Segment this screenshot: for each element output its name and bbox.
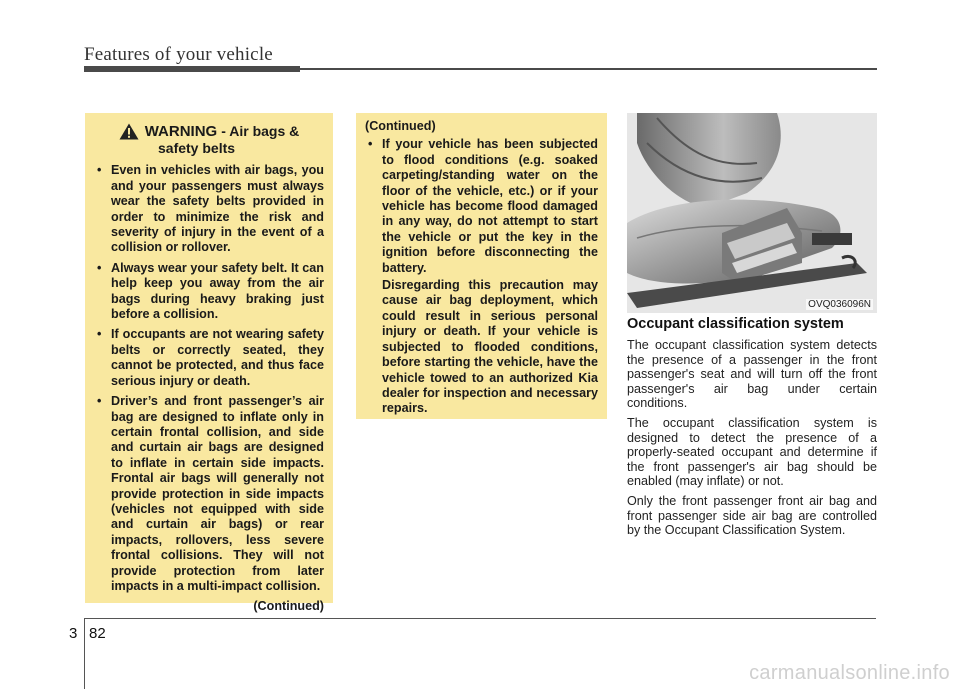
watermark: carmanualsonline.info [749,662,950,684]
seat-sensor-figure [627,113,877,313]
seat-illustration-icon [627,113,877,313]
section-body [627,338,877,543]
section-heading: Occupant classification system [627,316,844,332]
warning-continued-label: (Continued) [253,599,324,614]
section-paragraph: The occupant classification system is designed to detect the presence of a properly-seated occupant and determine if the front passenger's air bag should be enabled (may inflate) or not. [627,415,877,489]
header-rule-thick [84,66,300,72]
warning-subject-line2: safety belts [158,140,236,157]
warning-list-item: • If occupants are not wearing safety belts or correctly seated, they cannot be protected, and thus face serious injury or death. [97,327,324,388]
section-paragraph: The occupant classification system detects the presence of a passenger in the front passenger's seat and will turn off the front passenger's air bag under certain conditions. [627,338,877,411]
footer-rule [84,618,876,619]
header-rule-thin [300,68,877,70]
warning-header [94,123,324,140]
footer-page-number: 82 [89,625,106,642]
page-header-title: Features of your vehicle [84,44,273,65]
continued-list [365,137,598,276]
continued-label: (Continued) [365,119,436,133]
footer-divider [84,618,85,689]
warning-box [85,113,333,614]
warning-list-item: • Driver’s and front passenger’s air bag are designed to inflate only in certain frontal collision, and side and curtain air bags are designed to inflate in certain side impacts. Frontal air bags will generally not provide protection in side impacts (vehicles not equipped with side and curtain air bags) or rear impacts, rollovers, less severe frontal collisions. They will not provide protection from later impacts in a multi-impact collision. [97,394,324,593]
warning-subject-line1: - Air bags & [221,123,300,139]
continued-list-item: • If your vehicle has been subjected to flood conditions (e.g. soaked carpeting/standing water on the floor of the vehicle, etc.) or if your vehicle has become flood damaged in any way, do not attempt to start the vehicle or put the key in the ignition before disconnecting the battery. [368,137,598,275]
figure-caption: OVQ036096N [808,299,871,310]
warning-list-item: • Always wear your safety belt. It can help keep you away from the air bags during heavy braking just before a collision. [97,260,324,322]
warning-word: WARNING [144,123,218,140]
warning-list [94,163,324,594]
footer-section-number: 3 [69,625,78,642]
continued-paragraph: Disregarding this precaution may cause air bag deployment, which could result in serious personal injury or death. If your vehicle is subjected to flooded conditions, before starting the vehicle, have the vehicle towed to an authorized Kia dealer for inspection and necessary repairs. [382,278,598,416]
warning-triangle-icon [119,123,139,140]
continued-warning-box [356,113,607,419]
warning-list-item: • Even in vehicles with air bags, you and your passengers must always wear the safety belts provided in order to minimize the risk and severity of injury in the event of a collision or rollover. [97,163,324,255]
section-paragraph: Only the front passenger front air bag and front passenger side air bag are controlled by the Occupant Classification System. [627,493,877,538]
